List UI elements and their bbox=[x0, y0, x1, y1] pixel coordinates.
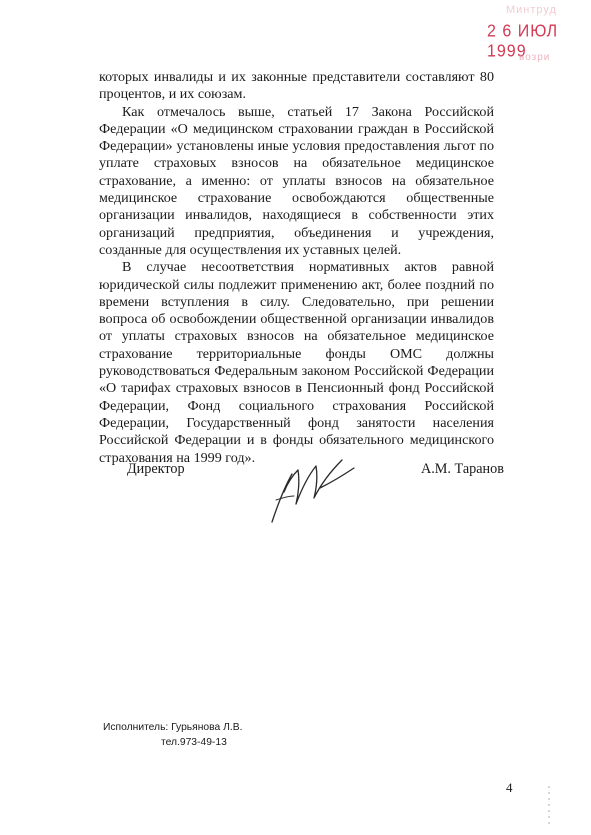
document-body bbox=[99, 69, 494, 467]
signatory-name: А.М. Таранов bbox=[421, 461, 504, 477]
registration-stamp-header: Минтруд bbox=[506, 4, 557, 16]
paragraph-continuation: которых инвалиды и их законные представители составляют 80 процентов, и их союзам. bbox=[99, 69, 494, 103]
executor-name: Исполнитель: Гурьянова Л.В. bbox=[103, 722, 243, 733]
registration-stamp-date: 2 6 ИЮЛ 1999 bbox=[487, 22, 559, 62]
paragraph-law-reference: Как отмечалось выше, статьей 17 Закона Российской Федерации «О медицинском страховании граждан в Российской Федерации» установлены иные условия предоставления льгот по уплате страховых взносов на обязательное медицинское страхование, а именно: от уплаты взносов на обязательное медицинское страхование освобождаются общественные организации инвалидов, находящиеся в собственности этих организаций предприятия, объединения и учреждения, созданные для осуществления их уставных целей. bbox=[99, 103, 494, 258]
registration-stamp-footer: возри bbox=[519, 52, 551, 63]
scan-edge-mark bbox=[548, 786, 550, 826]
paragraph-conclusion: В случае несоответствия нормативных актов равной юридической силы подлежит применению акт, более поздний по времени вступления в силу. Следовательно, при решении вопроса об освобождении общественной организации инвалидов от уплаты страховых взносов на обязательное медицинское страхование территориальные фонды ОМС должны руководствоваться Федеральным законом Российской Федерации «О тарифах страховых взносов в Пенсионный фонд Российской Федерации, Фонд социального страхования Российской Федерации, Государственный фонд занятости населения Российской Федерации и в фонды обязательного медицинского страхования на 1999 год». bbox=[99, 259, 494, 466]
signatory-title: Директор bbox=[127, 461, 185, 477]
page-number: 4 bbox=[506, 780, 513, 795]
executor-phone: тел.973-49-13 bbox=[161, 737, 227, 748]
handwritten-signature bbox=[262, 452, 358, 524]
